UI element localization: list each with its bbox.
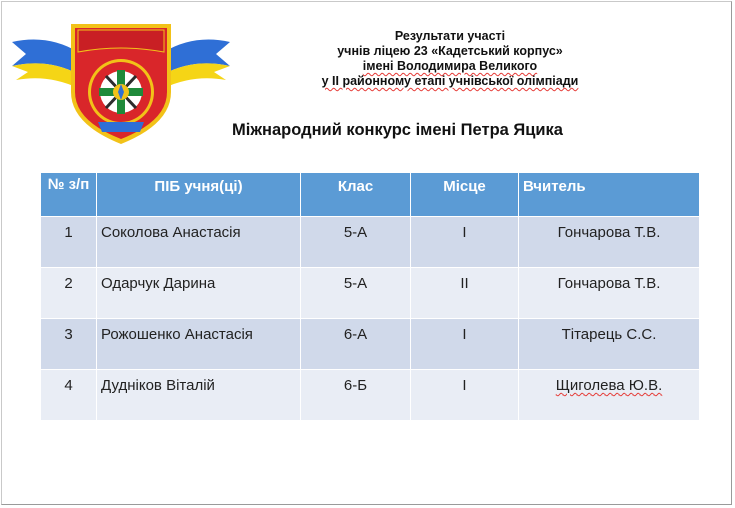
row-class: 6-Б — [301, 370, 411, 421]
row-student-name: Соколова Анастасія — [97, 217, 301, 268]
row-class: 6-А — [301, 319, 411, 370]
header-line-1: Результати участі — [394, 29, 506, 43]
emblem-logo — [8, 12, 234, 148]
table-header-row — [41, 173, 700, 217]
results-header — [290, 29, 610, 89]
header-teacher: Вчитель — [519, 173, 700, 217]
row-teacher: Щиголева Ю.В. — [519, 370, 700, 421]
row-class: 5-А — [301, 217, 411, 268]
table-row — [41, 370, 700, 421]
table-row — [41, 319, 700, 370]
row-place: І — [411, 319, 519, 370]
header-name: ПІБ учня(ці) — [97, 173, 301, 217]
header-line-4: у ІІ районному етапі учнівської олімпіади — [321, 74, 579, 88]
header-line-3: імені Володимира Великого — [362, 59, 538, 73]
row-place: І — [411, 217, 519, 268]
row-student-name: Дудніков Віталій — [97, 370, 301, 421]
cadet-corps-emblem — [8, 12, 234, 148]
row-student-name: Одарчук Дарина — [97, 268, 301, 319]
row-teacher: Гончарова Т.В. — [519, 268, 700, 319]
row-teacher: Тітарець С.С. — [519, 319, 700, 370]
row-number: 1 — [41, 217, 97, 268]
header-line-2: учнів ліцею 23 «Кадетський корпус» — [337, 44, 563, 58]
row-number: 2 — [41, 268, 97, 319]
table-row — [41, 268, 700, 319]
row-place: І — [411, 370, 519, 421]
row-student-name: Рожошенко Анастасія — [97, 319, 301, 370]
header-class: Клас — [301, 173, 411, 217]
row-number: 4 — [41, 370, 97, 421]
row-place: ІІ — [411, 268, 519, 319]
results-table — [40, 172, 700, 421]
row-teacher: Гончарова Т.В. — [519, 217, 700, 268]
row-number: 3 — [41, 319, 97, 370]
header-number: № з/п — [41, 173, 97, 217]
row-class: 5-А — [301, 268, 411, 319]
table-row — [41, 217, 700, 268]
header-place: Місце — [411, 173, 519, 217]
contest-title: Міжнародний конкурс імені Петра Яцика — [232, 121, 563, 139]
